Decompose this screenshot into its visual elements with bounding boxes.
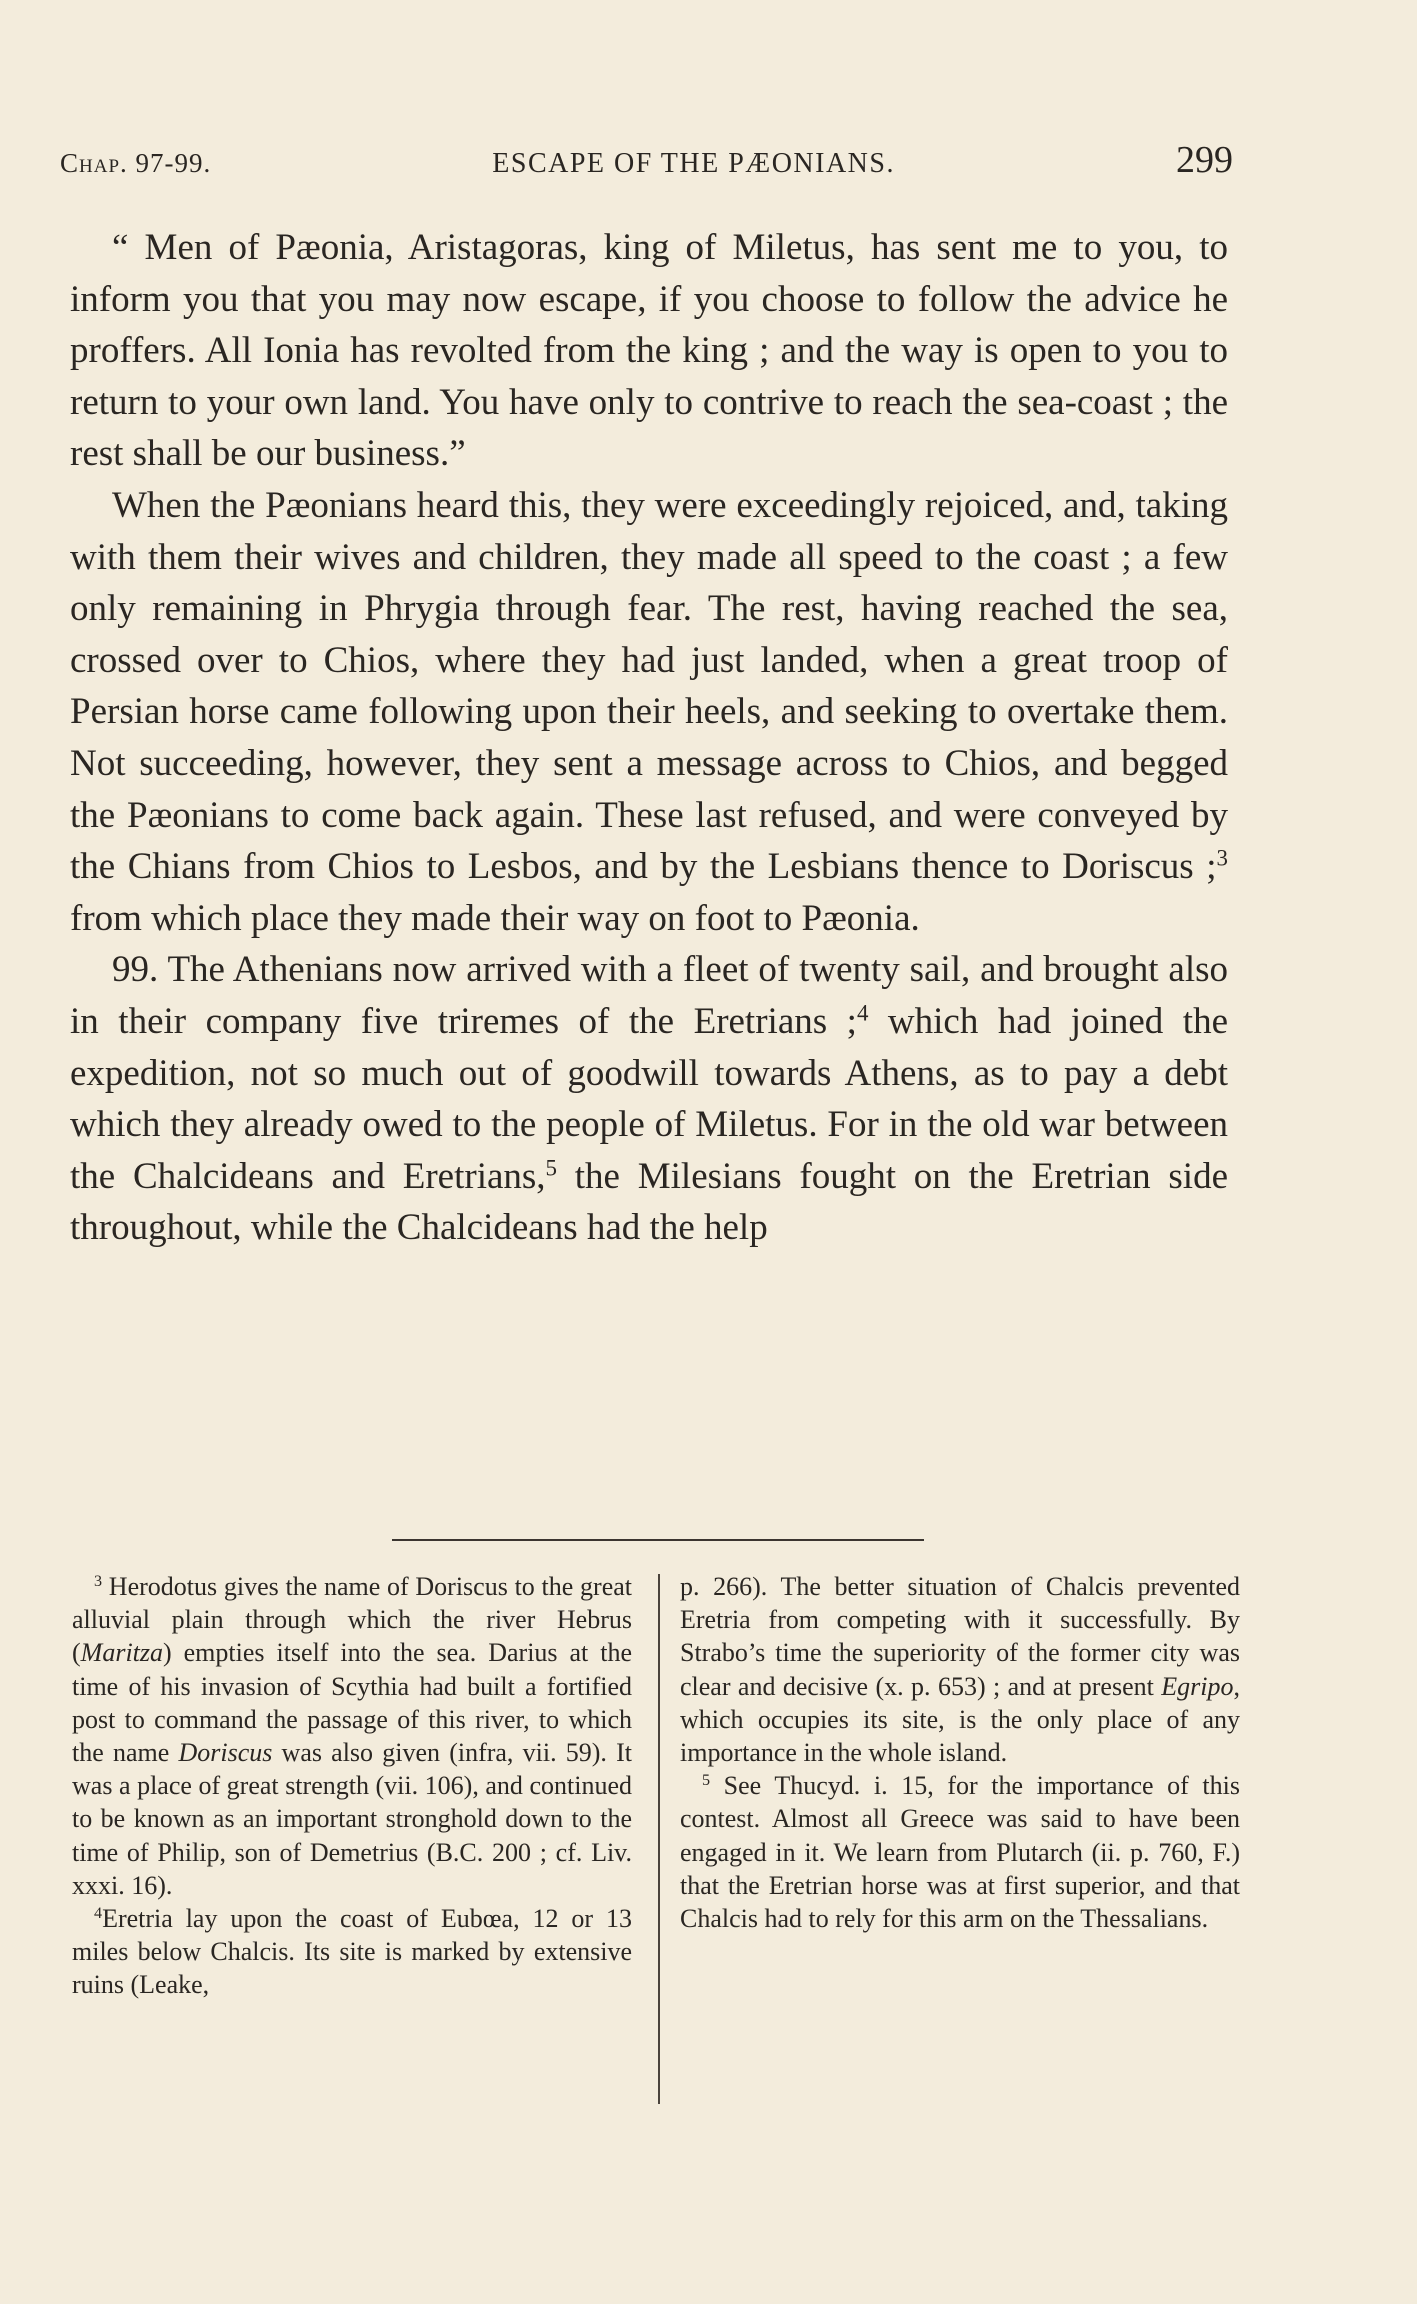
page-number: 299 [1175, 139, 1233, 181]
footnote-marker-5: 5 [702, 1772, 711, 1790]
paragraph-text: from which place they made their way on foot to Pæonia. [70, 897, 920, 939]
footnote-text: p. 266). The better situation of Chalcis prevented Eretria from competing with it successfully. By Strabo’s time the superiority of the former city was clear and decisive (x. p. 653) ; and at present [680, 1572, 1240, 1701]
footnote-text: Eretria lay upon the coast of Eubœa, 12 or 13 miles below Chalcis. Its site is marked by extensive ruins (Leake, [72, 1904, 632, 2000]
paragraph-text: When the Pæonians heard this, they were exceedingly rejoiced, and, taking with them their wives and children, they made all speed to the coast ; a few only remaining in Phrygia through fear. The rest, having reached the sea, crossed over to Chios, where they had just landed, when a great troop of Persian horse came following upon their heels, and seeking to overtake them. Not succeeding, however, they sent a message across to Chios, and begged the Pæonians to come back again. These last refused, and were conveyed by the Chians from Chios to Lesbos, and by the Lesbians thence to Doriscus ; [70, 484, 1228, 888]
footnote-marker-4: 4 [94, 1905, 103, 1923]
footnote-italic: Egripo [1161, 1671, 1234, 1701]
footnote-text: ) empties itself into the sea. Darius at the time of his invasion of Scythia had built a fortified post to command the passage of this river, to which the name [72, 1638, 632, 1768]
paragraph-text: the Milesians fought on the Eretrian side throughout, while the Chalcideans had the help [70, 1155, 1228, 1249]
footnote-text: See Thucyd. i. 15, for the importance of this contest. Almost all Greece was said to have been engaged in it. We learn from Plutarch (ii. p. 760, F.) that the Eretrian horse was at first superior, and that Chalcis had to rely for this arm on the Thessalians. [680, 1771, 1240, 1934]
footnote-text: was also given (infra, vii. 59). It was a place of great strength (vii. 106), and continued to be known as an important stronghold down to the time of Philip, son of Demetrius (B.C. 200 ; cf. Liv. xxxi. 16). [72, 1738, 632, 1900]
footnote-text: , which occupies its site, is the only place of any importance in the whole island. [680, 1671, 1240, 1768]
paragraph-section-99 [70, 944, 1228, 1254]
footnote-5 [680, 1769, 1240, 1935]
footnote-italic: Maritza [80, 1638, 164, 1668]
footnote-3 [72, 1570, 632, 1902]
footnote-4-start [72, 1902, 632, 2002]
footnotes-right-column [680, 1570, 1240, 1935]
footnote-ref-5: 5 [545, 1155, 558, 1181]
paragraph-speech: “ Men of Pæonia, Aristagoras, king of Miletus, has sent me to you, to inform you that you may now escape, if you choose to follow the advice he proffers. All Ionia has revolted from the king ; and the way is open to you to return to your own land. You have only to contrive to reach the sea-coast ; the rest shall be our business.” [70, 227, 1228, 475]
footnotes [72, 1570, 1240, 2130]
footnote-text: Herodotus gives the name of Doriscus to the great alluvial plain through which the river Hebrus ( [72, 1572, 632, 1668]
footnote-marker-3: 3 [94, 1573, 103, 1591]
column-divider [658, 1574, 660, 2104]
page-heading: ESCAPE OF THE PÆONIANS. [492, 148, 895, 179]
running-head [60, 138, 1233, 181]
paragraph-paeonians-escape [70, 480, 1228, 944]
footnote-ref-3: 3 [1216, 845, 1228, 871]
footnote-ref-4: 4 [856, 1000, 869, 1026]
chapter-reference: Chap. 97-99. [60, 148, 212, 178]
paragraph-text: 99. The Athenians now arrived with a fleet of twenty sail, and brought also in their company five triremes of the Eretrians ; [70, 949, 1228, 1042]
footnote-4-continued [680, 1570, 1240, 1769]
footnote-rule [392, 1539, 924, 1541]
paragraph-text: which had joined the expedition, not so much out of goodwill towards Athens, as to pay a debt which they already owed to the people of Miletus. For in the old war between the Chalcideans and Eretrians, [70, 1000, 1228, 1197]
main-text [70, 222, 1228, 1254]
footnotes-left-column [72, 1570, 632, 2002]
footnote-italic: Doriscus [178, 1738, 273, 1768]
